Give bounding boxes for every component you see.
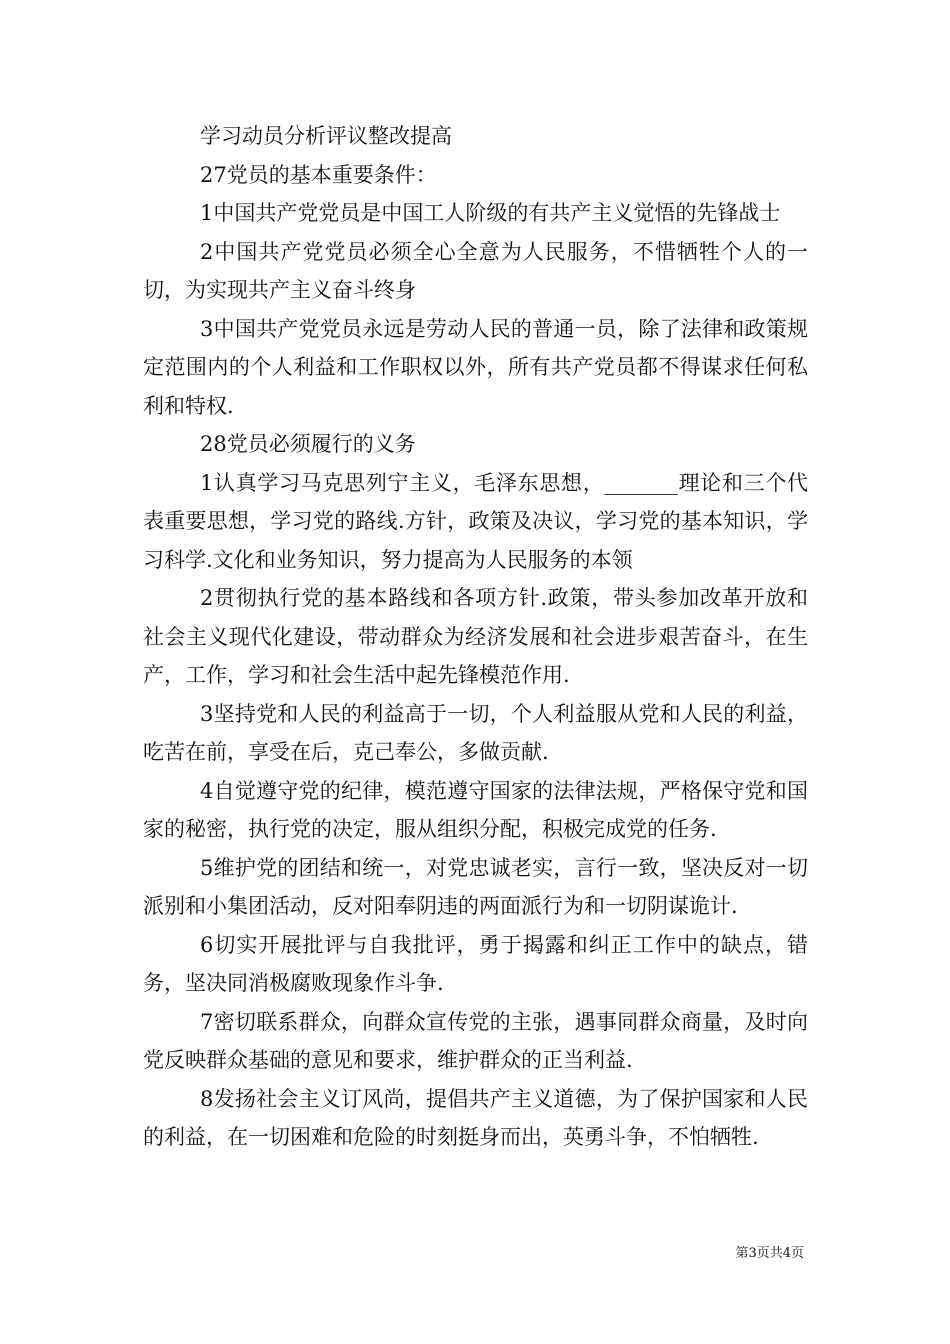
paragraph-section-28-title: 28党员必须履行的义务	[200, 432, 416, 456]
paragraph-duty-6: 6切实开展批评与自我批评，勇于揭露和纠正工作中的缺点，错务，坚决同消极腐败现象作斗争.	[143, 932, 808, 995]
paragraph-condition-2: 2中国共产党党员必须全心全意为人民服务，不惜牺牲个人的一切，为实现共产主义奋斗终身	[143, 239, 808, 302]
document-body	[143, 117, 808, 1157]
paragraph-condition-3: 3中国共产党党员永远是劳动人民的普通一员，除了法律和政策规定范围内的个人利益和工作职权以外，所有共产党员都不得谋求任何私利和特权.	[143, 316, 808, 418]
paragraph-duty-1: 1认真学习马克思列宁主义，毛泽东思想，_______理论和三个代表重要思想，学习党的路线.方针，政策及决议，学习党的基本知识，学习科学.文化和业务知识，努力提高为人民服务的本领	[143, 470, 808, 572]
paragraph-duty-5: 5维护党的团结和统一，对党忠诚老实，言行一致，坚决反对一切派别和小集团活动，反对阳奉阴违的两面派行为和一切阴谋诡计.	[143, 855, 808, 918]
paragraph-duty-3: 3坚持党和人民的利益高于一切，个人利益服从党和人民的利益，吃苦在前，享受在后，克己奉公，多做贡献.	[143, 701, 808, 764]
page-number-footer: 第3页共4页	[735, 1246, 804, 1261]
paragraph-heading: 学习动员分析评议整改提高	[200, 124, 452, 148]
paragraph-duty-7: 7密切联系群众，向群众宣传党的主张，遇事同群众商量，及时向党反映群众基础的意见和要求，维护群众的正当利益.	[143, 1009, 808, 1072]
paragraph-duty-2: 2贯彻执行党的基本路线和各项方针.政策，带头参加改革开放和社会主义现代化建设，带动群众为经济发展和社会进步艰苦奋斗，在生产，工作，学习和社会生活中起先锋模范作用.	[143, 586, 808, 687]
paragraph-duty-8: 8发扬社会主义订风尚，提倡共产主义道德，为了保护国家和人民的利益，在一切困难和危险的时刻挺身而出，英勇斗争，不怕牺牲.	[143, 1086, 808, 1149]
paragraph-condition-1: 1中国共产党党员是中国工人阶级的有共产主义觉悟的先锋战士	[200, 201, 781, 225]
paragraph-section-27-title: 27党员的基本重要条件：	[200, 162, 437, 187]
paragraph-duty-4: 4自觉遵守党的纪律，模范遵守国家的法律法规，严格保守党和国家的秘密，执行党的决定，服从组织分配，积极完成党的任务.	[143, 778, 808, 841]
